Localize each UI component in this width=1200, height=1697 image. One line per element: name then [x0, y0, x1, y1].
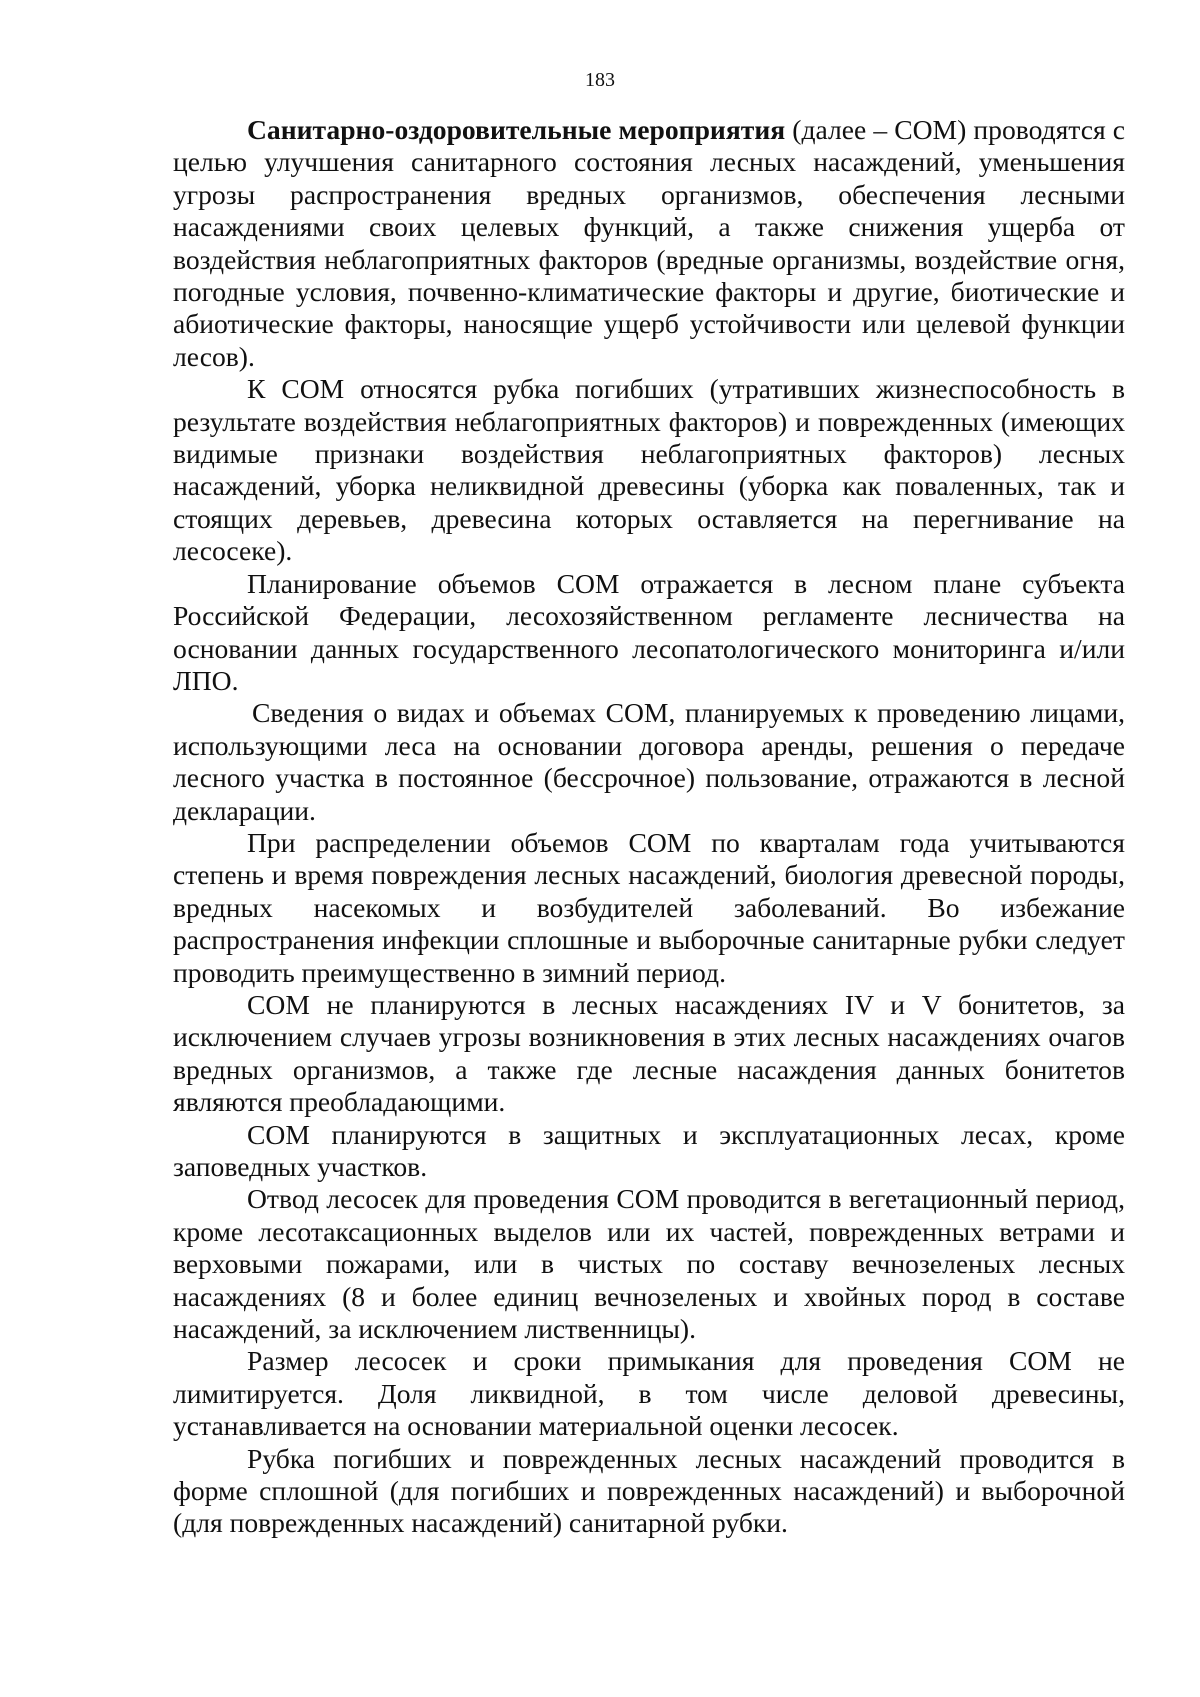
paragraph-som-allotment: Отвод лесосек для проведения СОМ проводится в вегетационный период, кроме лесотаксационных выделов или их частей, поврежденных ветрами и верховыми пожарами, или в чистых по составу вечнозеленых лесных насаждениях (8 и более единиц вечнозеленых и хвойных пород в составе насаждений, за исключением лиственницы). — [173, 1183, 1125, 1345]
document-body — [173, 114, 1125, 1540]
paragraph-som-definition — [173, 114, 1125, 373]
paragraph-som-forests: СОМ планируются в защитных и эксплуатационных лесах, кроме заповедных участков. — [173, 1118, 1125, 1182]
paragraph-som-planning: Планирование объемов СОМ отражается в лесном плане субъекта Российской Федерации, лесохозяйственном регламенте лесничества на основании данных государственного лесопатологического мониторинга и/или ЛПО. — [173, 567, 1125, 696]
paragraph-text: (далее – СОМ) проводятся с целью улучшения санитарного состояния лесных насаждений, уменьшения угрозы распространения вредных организмов, обеспечения лесными насаждениями своих целевых функций, а также снижения ущерба от воздействия неблагоприятных факторов (вредные организмы, воздействие огня, погодные условия, почвенно-климатические факторы и другие, биотические и абиотические факторы, наносящие ущерб устойчивости или целевой функции лесов). — [173, 114, 1125, 372]
paragraph-som-felling-form: Рубка погибших и поврежденных лесных насаждений проводится в форме сплошной (для погибших и поврежденных насаждений) и выборочной (для поврежденных насаждений) санитарной рубки. — [173, 1442, 1125, 1539]
paragraph-som-distribution: При распределении объемов СОМ по кварталам года учитываются степень и время повреждения лесных насаждений, биология древесной породы, вредных насекомых и возбудителей заболеваний. Во избежание распространения инфекции сплошные и выборочные санитарные рубки следует проводить преимущественно в зимний период. — [173, 826, 1125, 988]
term-bold-lead: Санитарно-оздоровительные мероприятия — [247, 114, 786, 145]
paragraph-som-declaration: Сведения о видах и объемах СОМ, планируемых к проведению лицами, использующими леса на основании договора аренды, решения о передаче лесного участка в постоянное (бессрочное) пользование, отражаются в лесной декларации. — [173, 697, 1125, 826]
paragraph-som-bonitet: СОМ не планируются в лесных насаждениях IV и V бонитетов, за исключением случаев угрозы возникновения в этих лесных насаждениях очагов вредных организмов, а также где лесные насаждения данных бонитетов являются преобладающими. — [173, 988, 1125, 1118]
paragraph-som-size: Размер лесосек и сроки примыкания для проведения СОМ не лимитируется. Доля ликвидной, в том числе деловой древесины, устанавливается на основании материальной оценки лесосек. — [173, 1345, 1125, 1442]
page-number: 183 — [585, 69, 615, 91]
paragraph-som-includes: К СОМ относятся рубка погибших (утративших жизнеспособность в результате воздействия неблагоприятных факторов) и поврежденных (имеющих видимые признаки воздействия неблагоприятных факторов) лесных насаждений, уборка неликвидной древесины (уборка как поваленных, так и стоящих деревьев, древесина которых оставляется на перегнивание на лесосеке). — [173, 373, 1125, 567]
